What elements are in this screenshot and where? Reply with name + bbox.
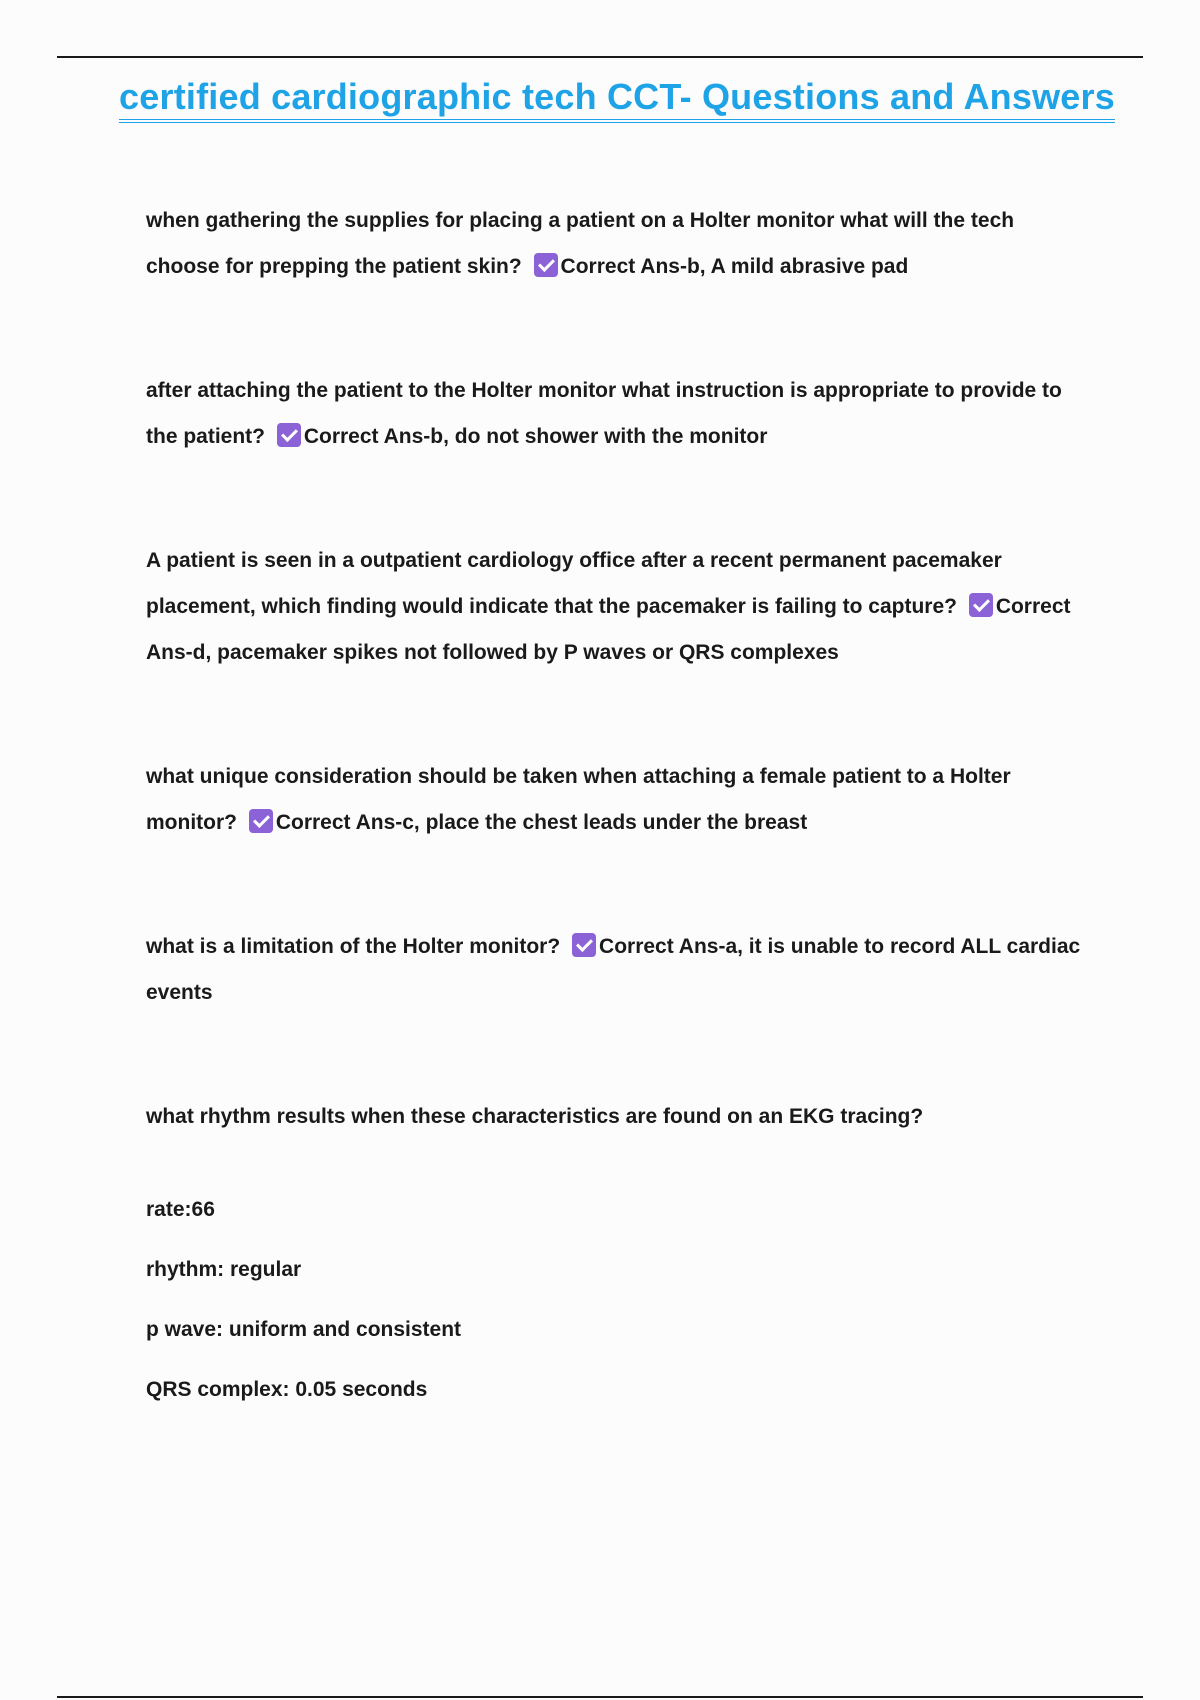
qa-item-5: [146, 924, 1091, 1016]
answer-text: Correct Ans-a, it is unable to record ALL cardiac events: [146, 935, 1081, 1004]
answer-text: Correct Ans-b, A mild abrasive pad: [560, 255, 909, 278]
checkbox-checked-icon: [572, 933, 596, 957]
question-text: what unique consideration should be taken when attaching a female patient to a Holter monitor?: [146, 765, 1011, 834]
answer-text: Correct Ans-b, do not shower with the monitor: [303, 425, 768, 448]
checkbox-checked-icon: [277, 423, 301, 447]
answer-text: Correct Ans-c, place the chest leads under the breast: [275, 811, 808, 834]
question-text: after attaching the patient to the Holter monitor what instruction is appropriate to provide to the patient?: [146, 379, 1062, 448]
ekg-characteristics: [146, 1196, 1091, 1404]
document-title: [0, 76, 1200, 123]
qa-item-2: [146, 368, 1091, 460]
top-rule: [57, 56, 1143, 58]
question-text: A patient is seen in a outpatient cardiology office after a recent permanent pacemaker placement, which finding would indicate that the pacemaker is failing to capture?: [146, 549, 1002, 618]
checkbox-checked-icon: [534, 253, 558, 277]
answer-text: Correct Ans-d, pacemaker spikes not followed by P waves or QRS complexes: [146, 595, 1071, 664]
qa-item-1: [146, 198, 1091, 290]
qa-item-3: [146, 538, 1091, 676]
characteristic-p-wave: p wave: uniform and consistent: [146, 1318, 462, 1341]
checkbox-checked-icon: [249, 809, 273, 833]
characteristic-rhythm: rhythm: regular: [146, 1258, 302, 1281]
document-title-text: certified cardiographic tech CCT- Questions and Answers: [119, 77, 1115, 123]
final-question: [146, 1094, 1091, 1140]
characteristic-rate: rate:66: [146, 1198, 215, 1221]
characteristic-qrs: QRS complex: 0.05 seconds: [146, 1378, 428, 1401]
qa-item-4: [146, 754, 1091, 846]
document-body: [146, 198, 1091, 1436]
checkbox-checked-icon: [969, 593, 993, 617]
question-text: what is a limitation of the Holter monitor?: [146, 935, 561, 958]
question-text: when gathering the supplies for placing a patient on a Holter monitor what will the tech choose for prepping the patient skin?: [146, 209, 1015, 278]
question-text: what rhythm results when these characteristics are found on an EKG tracing?: [146, 1105, 924, 1128]
bottom-rule: [57, 1696, 1143, 1698]
